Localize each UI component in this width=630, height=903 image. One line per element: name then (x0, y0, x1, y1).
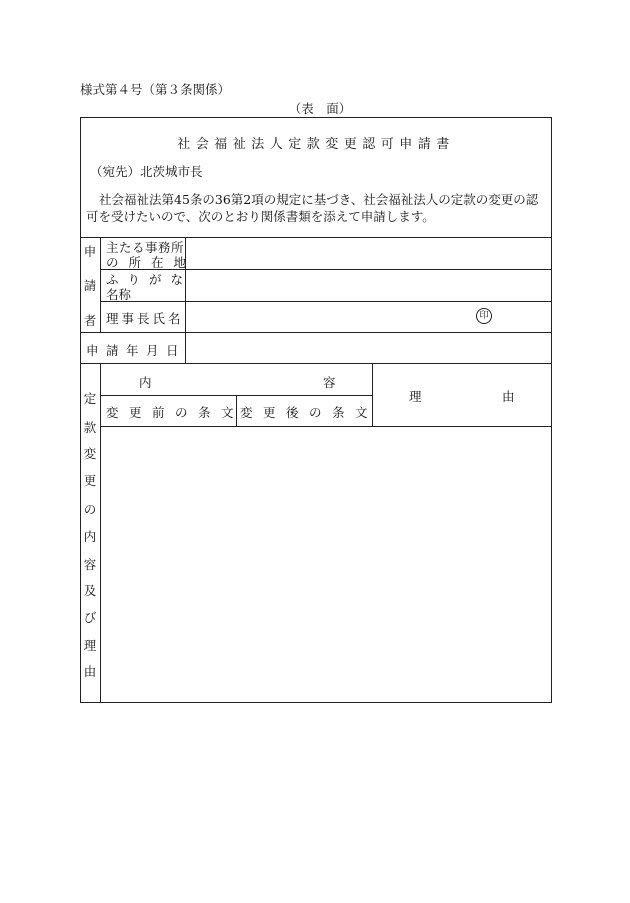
changes-label-char: 容 (83, 557, 97, 572)
rule-after-date (80, 363, 552, 364)
rule-after-column-headers (100, 426, 552, 427)
application-statement: 社会福祉法第45条の36第2項の規定に基づき、社会福祉法人の定款の変更の認可を受けたいので、次のとおり関係書類を添えて申請します。 (86, 192, 539, 224)
addressee: （宛先）北茨城市長 (90, 164, 203, 179)
changes-label-char: 定 (83, 391, 97, 406)
rule-changes-left (100, 363, 101, 703)
office-address-label-line1: 主たる事務所 (106, 240, 185, 255)
content-header-char: 容 (323, 375, 336, 390)
form-title: 社会福祉法人定款変更認可申請書 (177, 137, 455, 152)
applicant-label-char: 申 (83, 244, 97, 259)
content-header-char: 内 (139, 375, 152, 390)
form-number: 様式第４号（第３条関係） (80, 82, 231, 97)
after-article-header: 変更後の条文 (240, 405, 379, 420)
side-label: （表 面） (288, 101, 352, 116)
rule-after-applicant (80, 332, 552, 333)
changes-label-char: 理 (83, 638, 97, 653)
rule-left-column (100, 237, 101, 332)
changes-label-char: 内 (83, 529, 97, 544)
applicant-label-char: 請 (83, 278, 97, 293)
application-date-label: 申請年月日 (86, 343, 187, 358)
changes-label-char: 変 (83, 446, 97, 461)
reason-header-char: 理 (409, 389, 422, 404)
seal-mark: 印 (476, 308, 492, 324)
furigana-label: ふりがな (106, 272, 193, 287)
changes-label-char: 款 (83, 420, 97, 435)
applicant-label-char: 者 (83, 313, 97, 328)
changes-label-char: 及 (83, 583, 97, 598)
corporation-name-label (106, 285, 178, 303)
changes-label-char: の (83, 502, 97, 517)
before-article-header: 変更前の条文 (106, 405, 245, 420)
office-address-label-line2: の所在地 (106, 255, 197, 270)
name-label-text: 名称 (106, 287, 132, 302)
reason-header-char: 由 (502, 389, 515, 404)
chair-name-label: 理事長氏名 (106, 311, 184, 326)
changes-label-char: び (83, 610, 97, 625)
changes-label-char: 由 (83, 664, 97, 679)
changes-label-char: 更 (83, 473, 97, 488)
